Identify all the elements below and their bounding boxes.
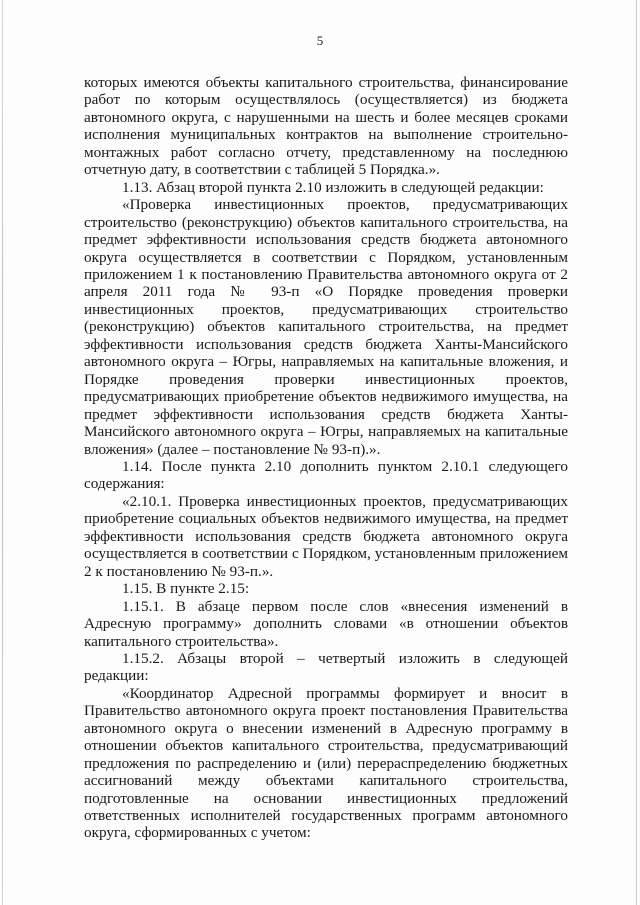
paragraph-quote-coordinator: «Координатор Адресной программы формирует и вносит в Правительство автономного округа проект постановления Правительства автономного округа о внесении изменений в Адресную программу в отношении объектов капитального строительства, предусматривающий предложения по распределению и (или) перераспределению бюджетных ассигнований между объектами капитального строительства, подготовленные на основании инвестиционных предложений ответственных исполнителей государственных программ автономного округа, сформированных с учетом:	[84, 684, 568, 842]
paragraph-quote-2-10-1: «2.10.1. Проверка инвестиционных проектов, предусматривающих приобретение социальных объектов недвижимого имущества, на предмет эффективности использования средств бюджета автономного округа осуществляется в соответствии с Порядком, установленным приложением 2 к постановлению № 93-п.».	[84, 492, 568, 580]
page-number: 5	[316, 33, 324, 48]
paragraph-1-14: 1.14. После пункта 2.10 дополнить пунктом 2.10.1 следующего содержания:	[84, 457, 568, 493]
scan-edge-right	[636, 0, 637, 905]
paragraph-1-15-1: 1.15.1. В абзаце первом после слов «внесения изменений в Адресную программу» дополнить словами «в отношении объектов капитального строительства».	[84, 597, 568, 650]
scan-edge-left	[2, 0, 3, 905]
paragraph-1-15: 1.15. В пункте 2.15:	[122, 580, 250, 598]
paragraph-quote-2-10: «Проверка инвестиционных проектов, предусматривающих строительство (реконструкцию) объектов капитального строительства, на предмет эффективности использования средств бюджета автономного округа осуществляется в соответствии с Порядком, установленным приложением 1 к постановлению Правительства автономного округа от 2 апреля 2011 года № 93-п «О Порядке проведения проверки инвестиционных проектов, предусматривающих строительство (реконструкцию) объектов капитального строительства, на предмет эффективности использования средств бюджета Ханты-Мансийского автономного округа – Югры, направляемых на капитальные вложения, и Порядке проведения проверки инвестиционных проектов, предусматривающих приобретение объектов недвижимого имущества, на предмет эффективности использования средств бюджета Ханты-Мансийского автономного округа – Югры, направляемых на капитальные вложения» (далее – постановление № 93-п).».	[84, 196, 568, 458]
document-body	[84, 74, 568, 842]
paragraph-1-15-2: 1.15.2. Абзацы второй – четвертый изложить в следующей редакции:	[84, 649, 568, 685]
paragraph-1-13: 1.13. Абзац второй пункта 2.10 изложить в следующей редакции:	[122, 178, 544, 196]
paragraph-continuation: которых имеются объекты капитального строительства, финансирование работ по которым осуществлялось (осуществляется) из бюджета автономного округа, с нарушенными на шесть и более месяцев сроками исполнения муниципальных контрактов на выполнение строительно-монтажных работ согласно отчету, представленному на последнюю отчетную дату, в соответствии с таблицей 5 Порядка.».	[84, 74, 568, 179]
